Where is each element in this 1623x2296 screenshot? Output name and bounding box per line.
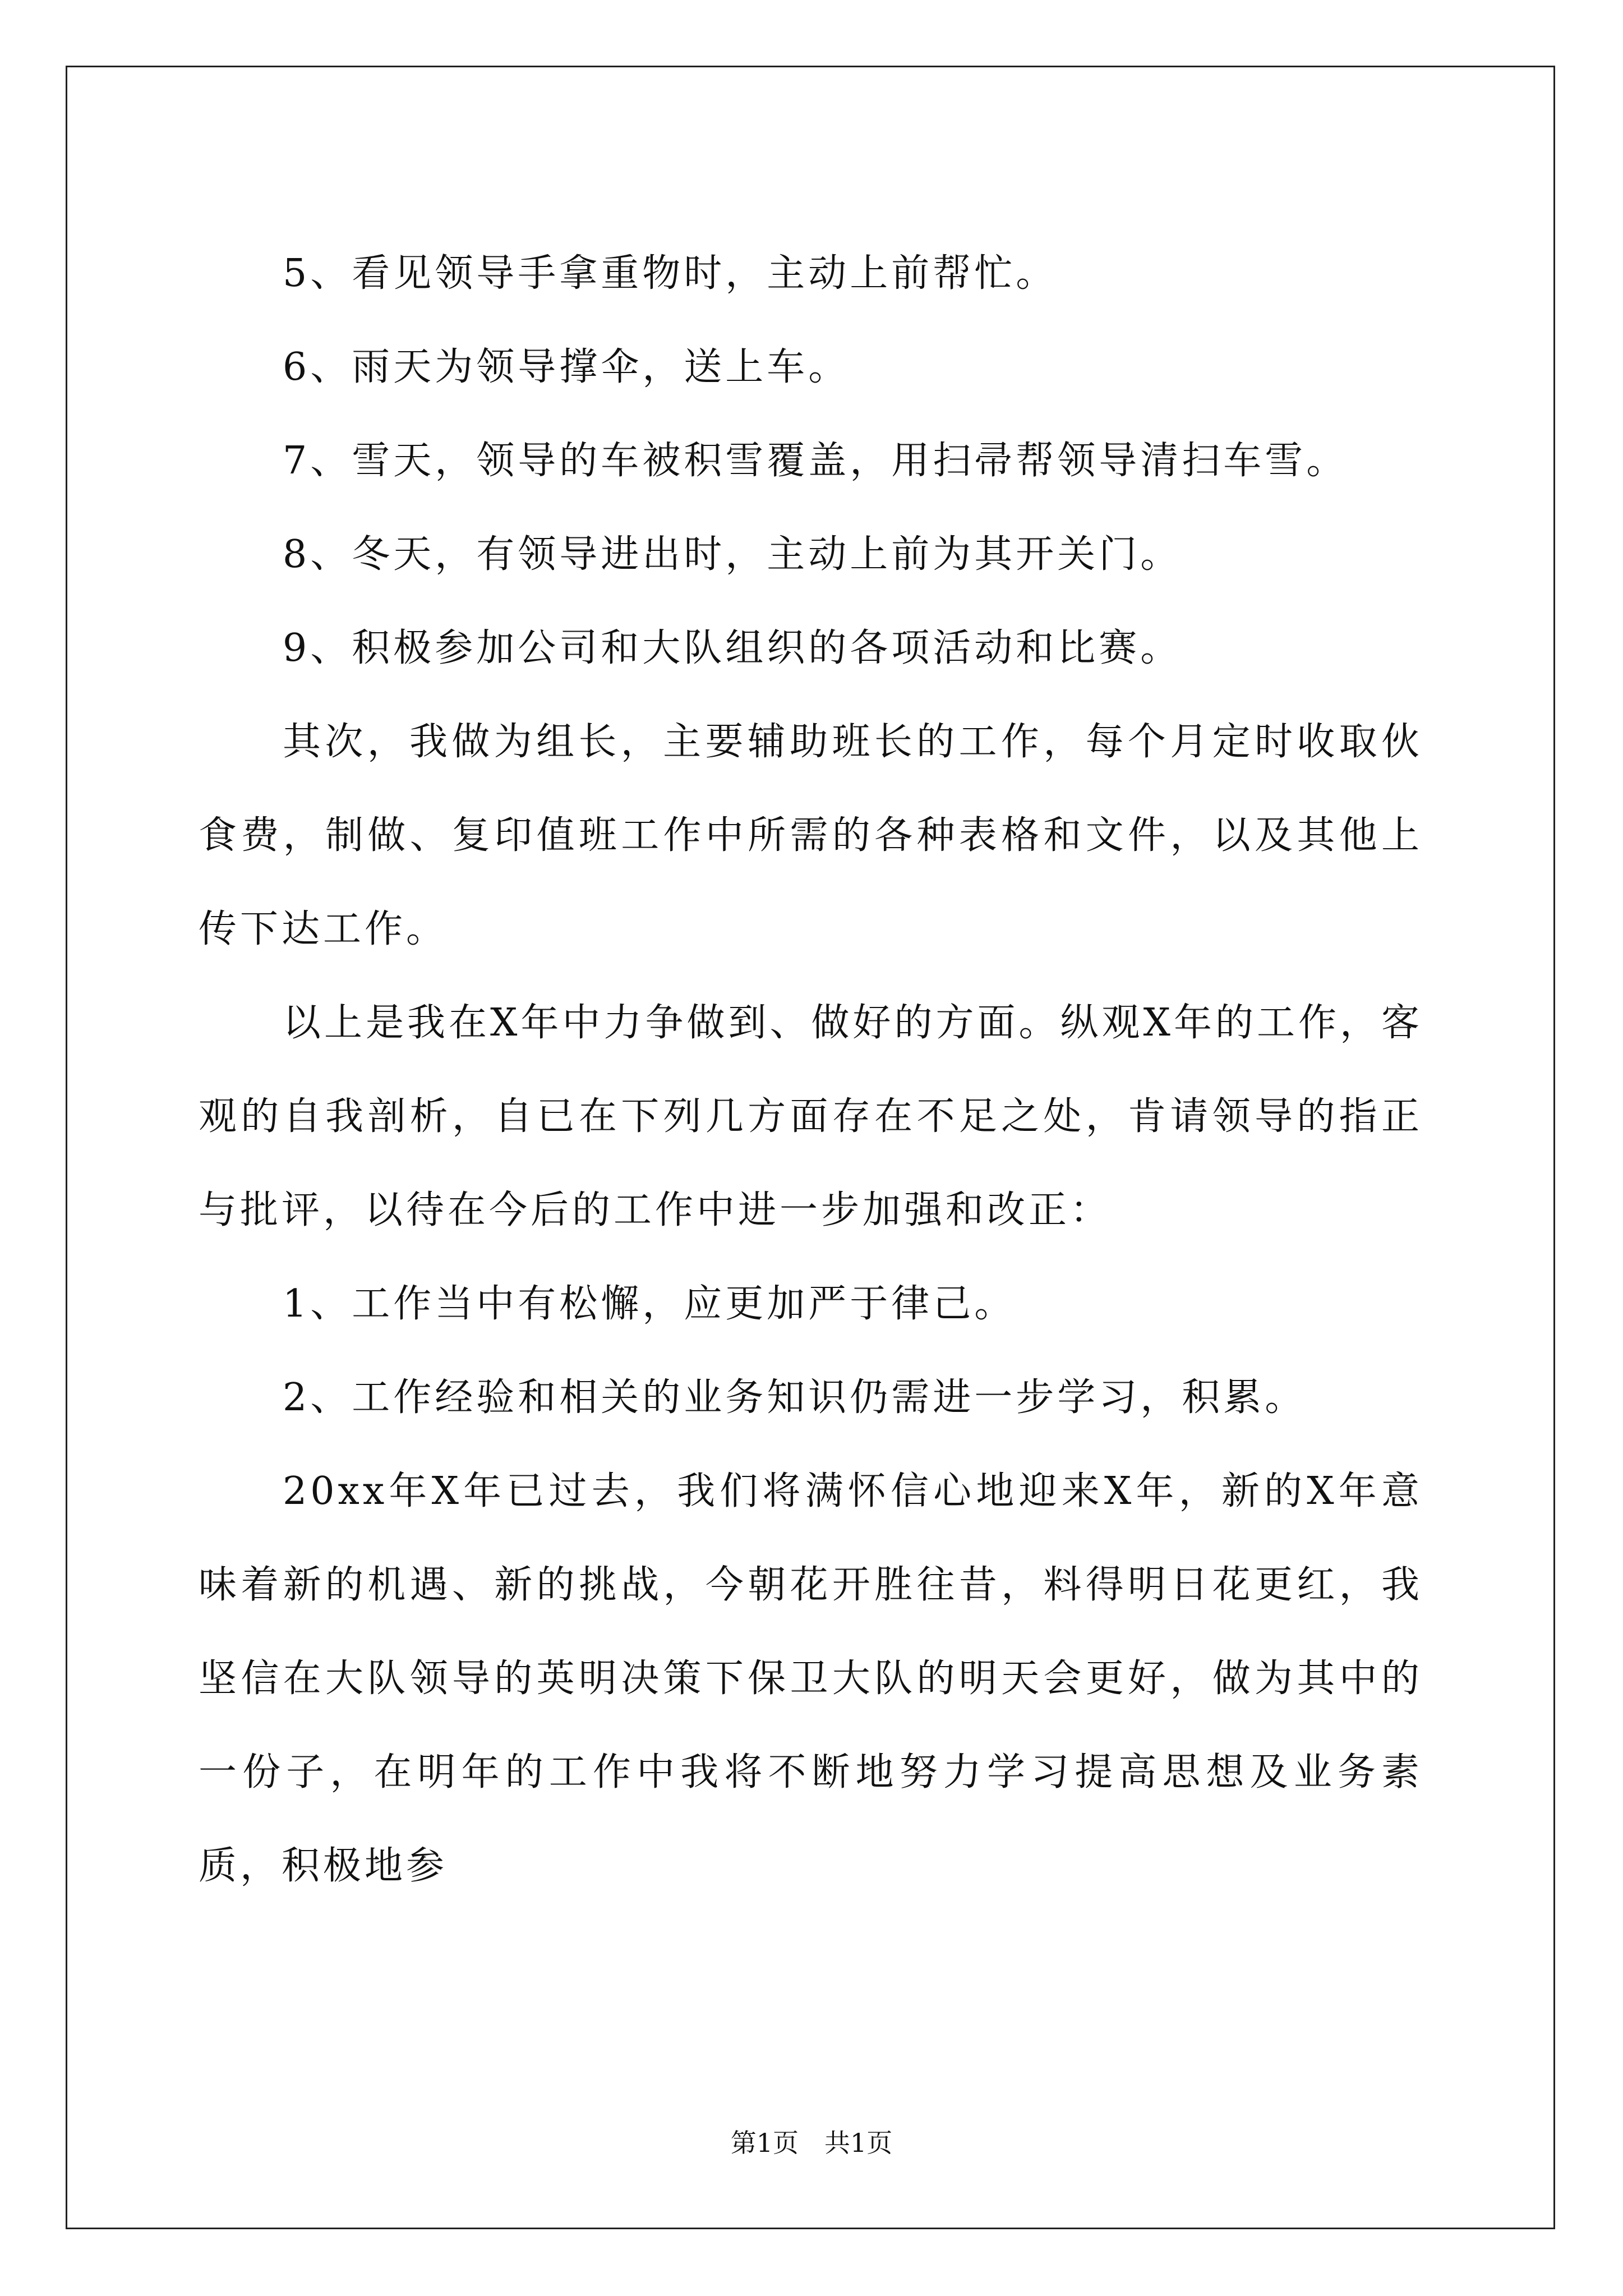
- paragraph-self-analysis: 以上是我在X年中力争做到、做好的方面。纵观X年的工作，客观的自我剖析，自已在下列几方面存在不足之处，肯请领导的指正与批评，以待在今后的工作中进一步加强和改正：: [199, 1001, 1423, 1232]
- page-total: 共1页: [824, 2128, 893, 2158]
- paragraph-item-6: 6、雨天为领导撑伞，送上车。: [283, 345, 850, 389]
- paragraph-shortcoming-2: 2、工作经验和相关的业务知识仍需进一步学习，积累。: [283, 1375, 1307, 1420]
- page-number: 第1页: [730, 2128, 799, 2158]
- paragraph-outlook: 20xx年X年已过去，我们将满怀信心地迎来X年，新的X年意味着新的机遇、新的挑战，今朝花开胜往昔，料得明日花更红，我坚信在大队领导的英明决策下保卫大队的明天会更好，做为其中的一份子，在明年的工作中我将不断地努力学习提高思想及业务素质，积极地参: [199, 1469, 1423, 1888]
- paragraph-item-7: 7、雪天，领导的车被积雪覆盖，用扫帚帮领导清扫车雪。: [283, 439, 1348, 483]
- paragraph-shortcoming-1: 1、工作当中有松懈，应更加严于律己。: [283, 1282, 1016, 1326]
- page-footer: [0, 2126, 1623, 2160]
- document-body: [199, 227, 1423, 1913]
- paragraph-item-5: 5、看见领导手拿重物时，主动上前帮忙。: [283, 251, 1058, 296]
- paragraph-item-9: 9、积极参加公司和大队组织的各项活动和比赛。: [283, 626, 1182, 670]
- paragraph-team-leader-duties: 其次，我做为组长，主要辅助班长的工作，每个月定时收取伙食费，制做、复印值班工作中所需的各种表格和文件，以及其他上传下达工作。: [199, 720, 1423, 951]
- paragraph-item-8: 8、冬天，有领导进出时，主动上前为其开关门。: [283, 532, 1182, 577]
